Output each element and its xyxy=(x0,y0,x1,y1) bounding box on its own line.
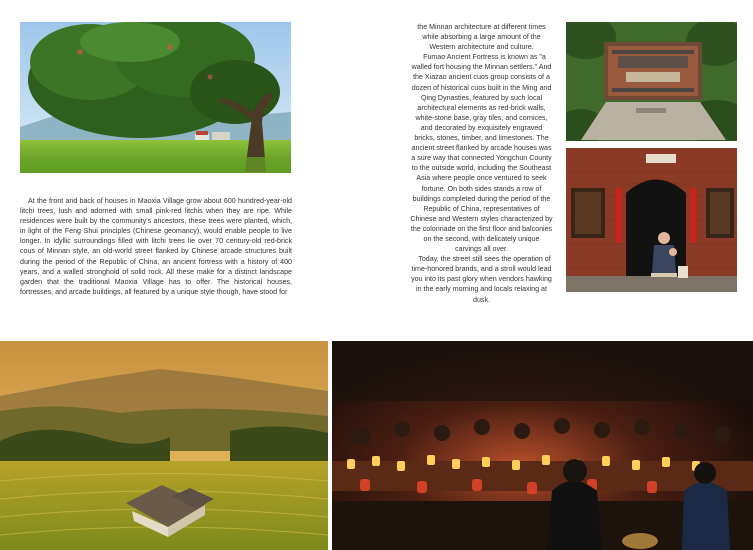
doorway-photo xyxy=(566,148,737,292)
valley-sunset-photo xyxy=(0,341,328,550)
body-paragraph: the Minnan architecture at different times while absorbing a large amount of the Western architecture and culture. xyxy=(417,23,546,52)
left-text-column xyxy=(20,196,292,297)
litchi-tree-photo xyxy=(20,22,291,173)
right-text-column xyxy=(410,22,553,305)
body-paragraph: At the front and back of houses in Maoxia Village grow about 600 hundred-year-old litchi trees, lush and adorned with small pink-red litchis when they are ripe. While residences were built by the community's ancestors, these trees were planted, which, in light of the Feng Shui principles (Chinese geomancy), would enable people to live longer. In idyllic surroundings filled with litchi trees lie over 70 century-old red-brick cous of Minnan style, an old-world street flanked by Chinese arcade structures built during the period of the Republic of China, an ancient fortress with a history of 400 years, and a walled stronghold of solid rock. All these make for a distinct landscape garden that the traditional Maoxia Village has to offer. The historical houses, fortresses, and arcade buildings, all featured by a unique style though, have stood for xyxy=(20,197,292,296)
body-paragraph: Fumao Ancient Fortress is known as "a walled fort housing the Minnan settlers." And the Xiazao ancient cuos group consists of a dozen of historical cuos built in the Ming and Qing Dynasties, featured by such local architectural elements as red-brick walls, white-stone base, gray tiles, and cornices, and decorated by exquisitely engraved bricks, stones, timber, and limestones. The ancient street flanked by arcade houses was a sure way that connected Yongchun County to the outside world, including the Southeast Asia where people once ventured to seek fortune. On both sides stands a row of buildings completed during the period of the Republic of China, representatives of Chinese and Western styles characterized by the colonnade on the first floor and balconies on the second, with delicately unique carvings all over. xyxy=(410,53,553,254)
body-paragraph: Today, the street still sees the operation of time-honored brands, and a stroll would lead you into its past glory when vendors hawking in the early morning and locals relaxing at dusk. xyxy=(411,255,552,304)
aerial-fortress-photo xyxy=(566,22,737,141)
lantern-festival-photo xyxy=(332,341,753,550)
